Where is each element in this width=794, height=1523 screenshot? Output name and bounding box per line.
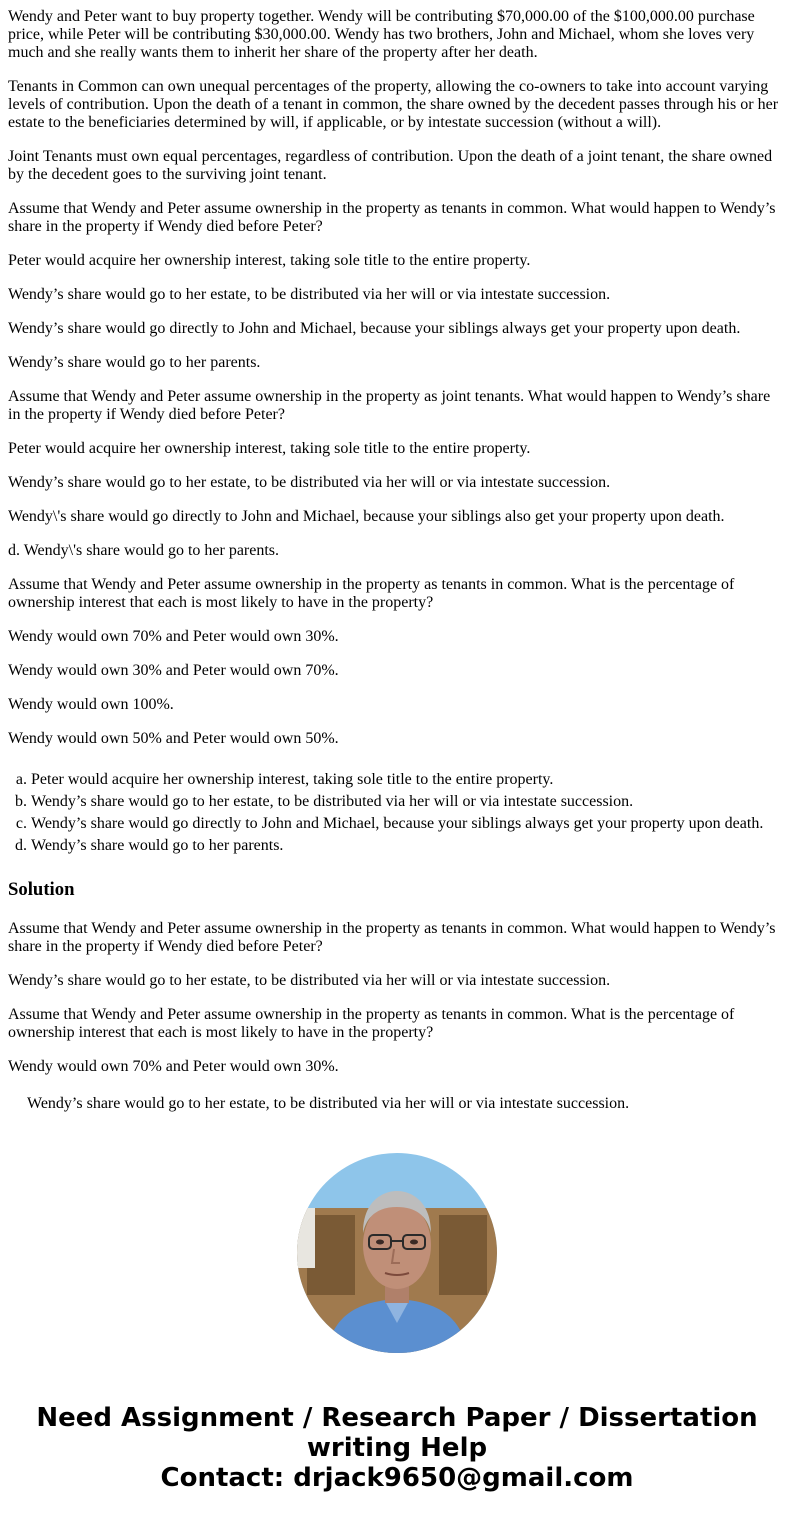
q3-option-a: Wendy would own 70% and Peter would own 30%. [8,628,339,645]
solution-answer-1: Wendy’s share would go to her estate, to be distributed via her will or via intestate succession. [8,972,611,989]
solution-heading: Solution [8,879,75,900]
q1-option-b: Wendy’s share would go to her estate, to be distributed via her will or via intestate succession. [8,286,611,303]
q3-option-c: Wendy would own 100%. [8,696,174,713]
question-1: Assume that Wendy and Peter assume ownership in the property as tenants in common. What would happen to Wendy’s share in the property if Wendy died before Peter? [8,200,776,235]
q2-option-b: Wendy’s share would go to her estate, to be distributed via her will or via intestate succession. [8,474,611,491]
q1-option-a: Peter would acquire her ownership interest, taking sole title to the entire property. [8,252,531,269]
intro-paragraph: Wendy and Peter want to buy property together. Wendy will be contributing $70,000.00 of the $100,000.00 purchase price, while Peter will be contributing $30,000.00. Wendy has two brothers, John and Michael, whom she loves very much and she really wants them to inherit her share of the property after her death. [8,8,755,61]
list-item: d. Wendy’s share would go to her parents. [31,835,786,857]
banner-line-2: writing Help [306,1433,488,1463]
solution-answer-3: Wendy’s share would go to her estate, to be distributed via her will or via intestate succession. [27,1095,630,1112]
author-avatar [297,1153,497,1353]
q3-option-b: Wendy would own 30% and Peter would own 70%. [8,662,339,679]
list-item: b. Wendy’s share would go to her estate, to be distributed via her will or via intestate succession. [31,791,786,813]
list-item: c. Wendy’s share would go directly to John and Michael, because your siblings always get your property upon death. [31,813,786,835]
author-portrait [297,1153,497,1353]
answer-list-wrapper [8,764,786,857]
question-2: Assume that Wendy and Peter assume ownership in the property as joint tenants. What would happen to Wendy’s share in the property if Wendy died before Peter? [8,388,771,423]
solution-answer-2: Wendy would own 70% and Peter would own 30%. [8,1058,339,1075]
question-3: Assume that Wendy and Peter assume ownership in the property as tenants in common. What is the percentage of ownership interest that each is most likely to have in the property? [8,576,735,611]
q3-option-d: Wendy would own 50% and Peter would own 50%. [8,730,339,747]
solution-question-2: Assume that Wendy and Peter assume ownership in the property as tenants in common. What is the percentage of ownership interest that each is most likely to have in the property? [8,1006,735,1041]
q1-option-c: Wendy’s share would go directly to John and Michael, because your siblings always get your property upon death. [8,320,741,337]
q2-option-a: Peter would acquire her ownership interest, taking sole title to the entire property. [8,440,531,457]
joint-tenants-definition: Joint Tenants must own equal percentages, regardless of contribution. Upon the death of a joint tenant, the share owned by the decedent goes to the surviving joint tenant. [8,148,773,183]
q1-option-d: Wendy’s share would go to her parents. [8,354,261,371]
list-item: a. Peter would acquire her ownership interest, taking sole title to the entire property. [31,769,786,791]
answer-list [8,769,786,857]
banner-line-1: Need Assignment / Research Paper / Dissertation [36,1403,758,1433]
q2-option-c: Wendy\'s share would go directly to John and Michael, because your siblings also get your property upon death. [8,508,725,525]
q2-option-d: d. Wendy\'s share would go to her parents. [8,542,280,559]
solution-question-1: Assume that Wendy and Peter assume ownership in the property as tenants in common. What would happen to Wendy’s share in the property if Wendy died before Peter? [8,920,776,955]
contact-banner [0,1403,794,1493]
banner-contact-email: Contact: drjack9650@gmail.com [160,1463,634,1493]
tenants-in-common-definition: Tenants in Common can own unequal percentages of the property, allowing the co-owners to take into account varying levels of contribution. Upon the death of a tenant in common, the share owned by the decedent passes through his or her estate to the beneficiaries determined by will, if applicable, or by intestate succession (without a will). [8,78,779,131]
